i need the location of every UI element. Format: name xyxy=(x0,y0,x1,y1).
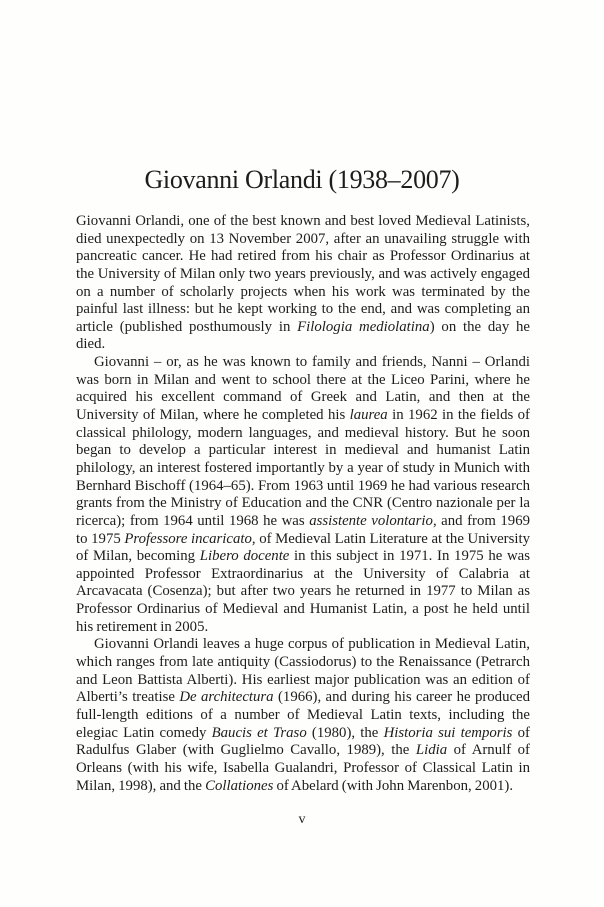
text-line: appointed Professor Extraordinarius at the University of Calabria at xyxy=(76,565,530,582)
text-line: was born in Milan and went to school there at the Liceo Parini, where he xyxy=(76,371,530,388)
text-line: Milan, 1998), and the Collationes of Abelard (with John Marenbon, 2001). xyxy=(76,777,514,794)
text-line: died unexpectedly on 13 November 2007, after an unavailing struggle with xyxy=(76,230,530,247)
text-line: acquired his excellent command of Greek and Latin, and then at the xyxy=(76,389,530,406)
text-line: grants from the Ministry of Education and the CNR (Centro nazionale per la xyxy=(76,495,530,512)
text-line: classical philology, modern languages, and medieval history. But he soon xyxy=(76,424,530,441)
text-line: and Leon Battista Alberti). His earliest major publication was an edition of xyxy=(76,671,530,688)
text-line: Giovanni Orlandi, one of the best known and best loved Medieval Latinists, xyxy=(76,213,530,229)
text-line: his retirement in 2005. xyxy=(76,618,209,635)
text-line: pancreatic cancer. He had retired from his chair as Professor Ordinarius at xyxy=(76,248,530,265)
text-line: Arcavacata (Cosenza); but after two years he returned in 1977 to Milan as xyxy=(76,583,530,600)
text-line: to 1975 Professore incaricato, of Medieval Latin Literature at the University xyxy=(76,530,530,547)
text-line: Giovanni Orlandi leaves a huge corpus of publication in Medieval Latin, xyxy=(94,636,530,653)
text-line: died. xyxy=(76,336,106,353)
text-line: full-length editions of a number of Medieval Latin texts, including the xyxy=(76,706,530,723)
text-line: Orleans (with his wife, Isabella Gualandri, Professor of Classical Latin in xyxy=(76,759,530,776)
text-line: on a number of scholarly projects when his work was terminated by the xyxy=(76,283,530,300)
text-line: the University of Milan only two years previously, and was actively engaged xyxy=(76,265,530,282)
text-line: Giovanni – or, as he was known to family and friends, Nanni – Orlandi xyxy=(94,354,530,371)
page-title: Giovanni Orlandi (1938–2007) xyxy=(144,165,460,194)
text-line: philology, an interest fostered importantly by a year of study in Munich with xyxy=(76,459,530,476)
text-line: Professor Ordinarius of Medieval and Humanist Latin, a post he held until xyxy=(76,601,530,618)
text-line: painful last illness: but he kept working to the end, and was completing an xyxy=(76,301,530,318)
text-line: Alberti’s treatise De architectura (1966), and during his career he produced xyxy=(76,689,531,706)
text-line: elegiac Latin comedy Baucis et Traso (1980), the Historia sui temporis of xyxy=(76,724,530,741)
text-line: which ranges from late antiquity (Cassiodorus) to the Renaissance (Petrarch xyxy=(76,654,530,671)
text-line: article (published posthumously in Filologia mediolatina) on the day he xyxy=(76,318,530,335)
text-line: ricerca); from 1964 until 1968 he was assistente volontario, and from 1969 xyxy=(76,512,531,529)
text-line: began to develop a particular interest in medieval and humanist Latin xyxy=(76,442,530,459)
body-text xyxy=(76,213,530,795)
text-line: Radulfus Glaber (with Guglielmo Cavallo, 1989), the Lidia of Arnulf of xyxy=(76,742,530,759)
page-number: v xyxy=(298,812,306,827)
text-line: of Milan, becoming Libero docente in this subject in 1971. In 1975 he was xyxy=(76,548,530,565)
text-line: Bernhard Bischoff (1964–65). From 1963 until 1969 he had various research xyxy=(76,477,530,494)
text-line: University of Milan, where he completed his laurea in 1962 in the fields of xyxy=(76,407,530,424)
